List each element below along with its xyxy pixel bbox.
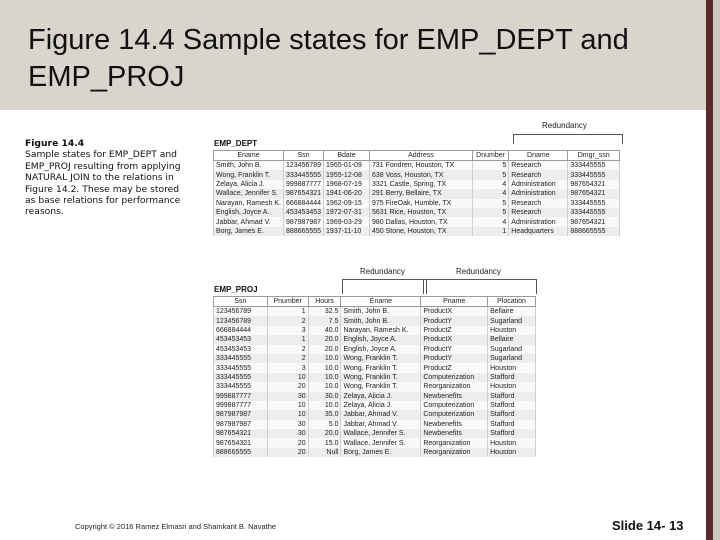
table-cell: 10	[267, 401, 308, 410]
table-cell: Headquarters	[509, 227, 568, 236]
table-cell: 20	[267, 448, 308, 457]
table-cell: 123456789	[283, 161, 323, 171]
table-cell: Newbenefits	[421, 429, 488, 438]
table-cell: 333445555	[283, 170, 323, 179]
table-cell: 4	[472, 180, 508, 189]
table-row	[214, 307, 536, 317]
table-cell: 1962-09-15	[324, 199, 370, 208]
table-cell: Sugarland	[488, 345, 536, 354]
table-cell: 987654321	[568, 217, 620, 226]
table-cell: 5	[472, 161, 508, 171]
table-row	[214, 180, 620, 189]
table-cell: 450 Stone, Houston, TX	[369, 227, 472, 236]
table-cell: 333445555	[568, 170, 620, 179]
table-cell: Reorganization	[421, 382, 488, 391]
table-cell: 666884444	[214, 326, 268, 335]
caption-title: Figure 14.4	[25, 138, 85, 149]
table-cell: 123456789	[214, 316, 268, 325]
table-cell: 731 Fondren, Houston, TX	[369, 161, 472, 171]
table-cell: Wong, Franklin T.	[341, 382, 421, 391]
table-row	[214, 345, 536, 354]
column-header: Bdate	[324, 151, 370, 161]
table-cell: Jabbar, Ahmad V.	[341, 420, 421, 429]
table-cell: Stafford	[488, 410, 536, 419]
column-header: Dname	[509, 151, 568, 161]
emp-proj-redundancy-label-2: Redundancy	[456, 267, 501, 276]
table-cell: 5631 Rice, Houston, TX	[369, 208, 472, 217]
table-row	[214, 363, 536, 372]
emp-proj-table	[213, 296, 536, 457]
table-cell: Administration	[509, 189, 568, 198]
table-cell: 1969-03-29	[324, 217, 370, 226]
table-cell: Sugarland	[488, 354, 536, 363]
table-cell: ProductY	[421, 354, 488, 363]
table-cell: 10.0	[308, 382, 341, 391]
column-header: Plocation	[488, 297, 536, 307]
table-cell: 980 Dallas, Houston, TX	[369, 217, 472, 226]
table-cell: Stafford	[488, 392, 536, 401]
table-cell: 1955-12-08	[324, 170, 370, 179]
table-cell: 666884444	[283, 199, 323, 208]
table-row	[214, 429, 536, 438]
table-cell: 10.0	[308, 363, 341, 372]
table-cell: 10.0	[308, 373, 341, 382]
right-accent-bar-light	[713, 0, 720, 540]
table-cell: 35.0	[308, 410, 341, 419]
table-cell: 999887777	[214, 401, 268, 410]
table-cell: 999887777	[214, 392, 268, 401]
table-cell: 987987987	[283, 217, 323, 226]
table-cell: 5	[472, 208, 508, 217]
table-cell: 1968-07-19	[324, 180, 370, 189]
table-cell: Research	[509, 208, 568, 217]
table-cell: Research	[509, 170, 568, 179]
table-cell: 40.0	[308, 326, 341, 335]
slide-number: Slide 14- 13	[612, 518, 684, 533]
column-header: Ssn	[214, 297, 268, 307]
table-cell: Stafford	[488, 401, 536, 410]
table-row	[214, 448, 536, 457]
table-cell: ProductY	[421, 316, 488, 325]
table-cell: English, Joyce A.	[341, 335, 421, 344]
table-cell: ProductZ	[421, 363, 488, 372]
table-cell: 888665555	[568, 227, 620, 236]
column-header: Hours	[308, 297, 341, 307]
table-cell: Sugarland	[488, 316, 536, 325]
column-header: Dmgr_ssn	[568, 151, 620, 161]
table-cell: 123456789	[214, 307, 268, 317]
table-cell: 2	[267, 345, 308, 354]
table-cell: Wallace, Jennifer S.	[341, 429, 421, 438]
table-row	[214, 189, 620, 198]
table-cell: Zelaya, Alicia J.	[341, 392, 421, 401]
table-cell: Jabbar, Ahmad V.	[341, 410, 421, 419]
copyright-text: Copyright © 2016 Ramez Elmasri and Shamkant B. Navathe	[75, 522, 277, 531]
table-cell: 30.0	[308, 392, 341, 401]
emp-dept-redundancy-label: Redundancy	[542, 121, 587, 130]
table-row	[214, 326, 536, 335]
table-cell: 987654321	[568, 180, 620, 189]
table-row	[214, 410, 536, 419]
table-cell: 987654321	[214, 429, 268, 438]
table-cell: Wong, Franklin T.	[341, 363, 421, 372]
table-cell: 3	[267, 326, 308, 335]
column-header: Pname	[421, 297, 488, 307]
table-cell: Administration	[509, 217, 568, 226]
table-cell: Smith, John B.	[341, 307, 421, 317]
table-cell: Computerization	[421, 373, 488, 382]
table-cell: Bellaire	[488, 335, 536, 344]
table-cell: Stafford	[488, 420, 536, 429]
table-cell: 30	[267, 392, 308, 401]
table-cell: English, Joyce A.	[341, 345, 421, 354]
column-header: Address	[369, 151, 472, 161]
table-row	[214, 382, 536, 391]
table-cell: Borg, James E.	[214, 227, 284, 236]
table-cell: 987987987	[214, 420, 268, 429]
table-cell: 5.0	[308, 420, 341, 429]
table-row	[214, 354, 536, 363]
table-row	[214, 335, 536, 344]
table-cell: Wallace, Jennifer S.	[214, 189, 284, 198]
table-cell: 3321 Castle, Spring, TX	[369, 180, 472, 189]
table-cell: Houston	[488, 326, 536, 335]
table-cell: 15.0	[308, 438, 341, 447]
table-cell: 333445555	[568, 208, 620, 217]
table-cell: 7.5	[308, 316, 341, 325]
table-cell: 5	[472, 170, 508, 179]
table-cell: Zelaya, Alicia J.	[214, 180, 284, 189]
table-cell: 999887777	[283, 180, 323, 189]
table-row	[214, 373, 536, 382]
table-cell: 4	[472, 217, 508, 226]
figure-caption	[25, 138, 183, 218]
table-cell: 3	[267, 363, 308, 372]
caption-body: Sample states for EMP_DEPT and EMP_PROJ resulting from applying NATURAL JOIN to the relations in Figure 14.2. These may be stored as base relations for performance reasons.	[25, 149, 181, 218]
table-cell: 888665555	[283, 227, 323, 236]
table-row	[214, 217, 620, 226]
emp-proj-table-name: EMP_PROJ	[214, 285, 258, 294]
table-cell: 333445555	[214, 382, 268, 391]
table-row	[214, 401, 536, 410]
table-cell: 1	[267, 335, 308, 344]
table-row	[214, 199, 620, 208]
table-cell: ProductX	[421, 307, 488, 317]
emp-dept-redundancy-bracket	[513, 134, 623, 144]
table-cell: Reorganization	[421, 438, 488, 447]
table-cell: 333445555	[214, 354, 268, 363]
column-header: Ename	[214, 151, 284, 161]
table-cell: Narayan, Ramesh K.	[341, 326, 421, 335]
table-cell: 1	[267, 307, 308, 317]
table-cell: 20.0	[308, 345, 341, 354]
table-cell: 2	[267, 316, 308, 325]
table-row	[214, 161, 620, 171]
column-header: Ssn	[283, 151, 323, 161]
table-cell: Smith, John B.	[341, 316, 421, 325]
table-cell: Houston	[488, 363, 536, 372]
table-cell: 1972-07-31	[324, 208, 370, 217]
emp-proj-redundancy-bracket-1	[342, 279, 427, 294]
column-header: Dnumber	[472, 151, 508, 161]
table-cell: 975 FireOak, Humble, TX	[369, 199, 472, 208]
table-cell: Stafford	[488, 373, 536, 382]
table-cell: Wong, Franklin T.	[341, 354, 421, 363]
table-cell: Wallace, Jennifer S.	[341, 438, 421, 447]
table-cell: Wong, Franklin T.	[341, 373, 421, 382]
table-cell: Administration	[509, 180, 568, 189]
table-row	[214, 438, 536, 447]
emp-proj-redundancy-label-1: Redundancy	[360, 267, 405, 276]
table-cell: 453453453	[283, 208, 323, 217]
table-cell: ProductX	[421, 335, 488, 344]
table-row	[214, 170, 620, 179]
table-cell: 20	[267, 438, 308, 447]
table-cell: Zelaya, Alicia J.	[341, 401, 421, 410]
right-accent-bar	[706, 0, 713, 540]
table-cell: ProductY	[421, 345, 488, 354]
table-cell: 20.0	[308, 429, 341, 438]
table-cell: Research	[509, 199, 568, 208]
emp-proj-redundancy-bracket-2	[423, 279, 537, 294]
table-cell: 987654321	[568, 189, 620, 198]
slide-title: Figure 14.4 Sample states for EMP_DEPT and EMP_PROJ	[28, 24, 629, 93]
table-cell: 32.5	[308, 307, 341, 317]
table-cell: 888665555	[214, 448, 268, 457]
table-cell: Houston	[488, 382, 536, 391]
column-header: Pnumber	[267, 297, 308, 307]
table-cell: English, Joyce A.	[214, 208, 284, 217]
table-cell: 333445555	[214, 373, 268, 382]
table-cell: Houston	[488, 438, 536, 447]
table-cell: 30	[267, 420, 308, 429]
table-cell: 1937-11-10	[324, 227, 370, 236]
table-cell: Wong, Franklin T.	[214, 170, 284, 179]
table-cell: Narayan, Ramesh K.	[214, 199, 284, 208]
table-row	[214, 392, 536, 401]
table-cell: 987987987	[214, 410, 268, 419]
table-cell: Newbenefits	[421, 420, 488, 429]
table-cell: 10	[267, 410, 308, 419]
table-cell: 291 Berry, Bellaire, TX	[369, 189, 472, 198]
table-cell: Computerization	[421, 410, 488, 419]
table-cell: 1965-01-09	[324, 161, 370, 171]
emp-dept-table	[213, 150, 620, 236]
table-cell: Stafford	[488, 429, 536, 438]
table-cell: Borg, James E.	[341, 448, 421, 457]
table-cell: 333445555	[214, 363, 268, 372]
table-cell: 4	[472, 189, 508, 198]
table-cell: Smith, John B.	[214, 161, 284, 171]
table-cell: 1941-06-20	[324, 189, 370, 198]
table-cell: 987654321	[214, 438, 268, 447]
table-cell: 333445555	[568, 199, 620, 208]
column-header: Ename	[341, 297, 421, 307]
table-cell: 10.0	[308, 401, 341, 410]
table-cell: Reorganization	[421, 448, 488, 457]
table-row	[214, 227, 620, 236]
table-cell: 20.0	[308, 335, 341, 344]
table-cell: 10.0	[308, 354, 341, 363]
table-cell: 453453453	[214, 345, 268, 354]
table-cell: ProductZ	[421, 326, 488, 335]
table-cell: 453453453	[214, 335, 268, 344]
table-cell: 30	[267, 429, 308, 438]
table-cell: 987654321	[283, 189, 323, 198]
table-cell: Computerization	[421, 401, 488, 410]
emp-dept-table-name: EMP_DEPT	[214, 139, 258, 148]
table-cell: 2	[267, 354, 308, 363]
table-row	[214, 420, 536, 429]
table-cell: Bellaire	[488, 307, 536, 317]
table-cell: Newbenefits	[421, 392, 488, 401]
table-row	[214, 316, 536, 325]
table-cell: Research	[509, 161, 568, 171]
table-cell: Null	[308, 448, 341, 457]
table-cell: 333445555	[568, 161, 620, 171]
table-row	[214, 208, 620, 217]
table-cell: Houston	[488, 448, 536, 457]
table-cell: Jabbar, Ahmad V.	[214, 217, 284, 226]
table-cell: 10	[267, 373, 308, 382]
table-cell: 5	[472, 199, 508, 208]
table-cell: 638 Voss, Houston, TX	[369, 170, 472, 179]
table-cell: 1	[472, 227, 508, 236]
table-cell: 20	[267, 382, 308, 391]
